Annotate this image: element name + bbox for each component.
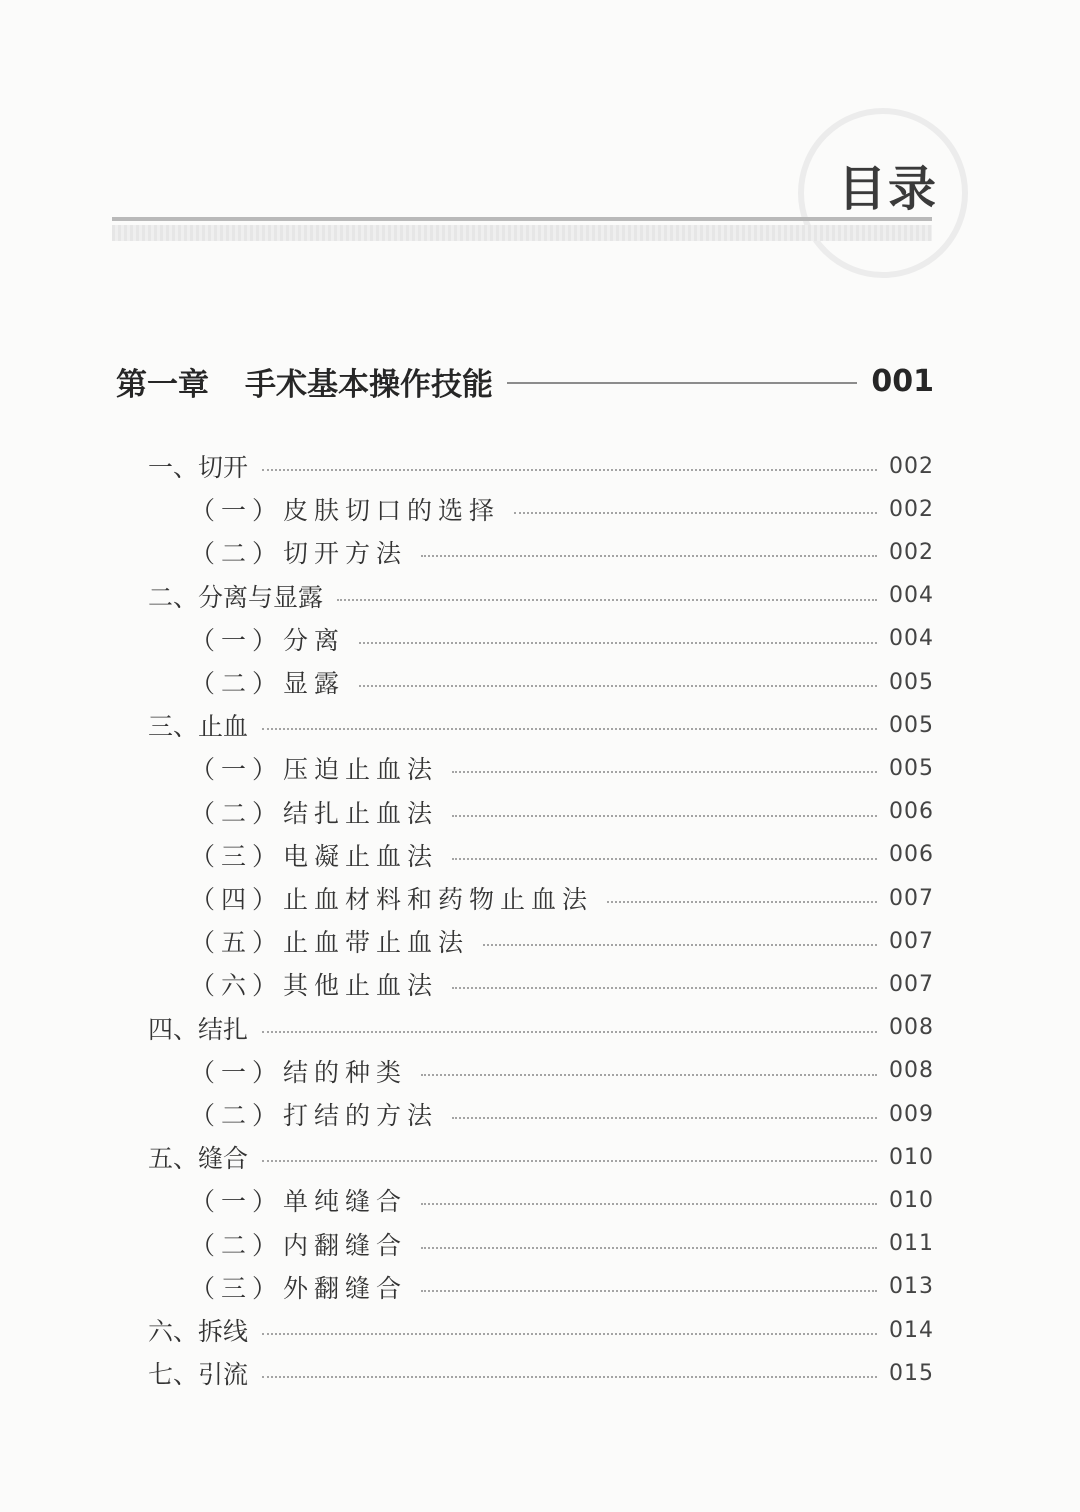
- toc-section-entry[interactable]: [148, 706, 934, 744]
- toc-dot-leader: [359, 642, 877, 644]
- toc-subsection-entry[interactable]: [190, 965, 934, 1003]
- toc-entry-label: 六、拆线: [148, 1317, 249, 1346]
- toc-entry-page-number: 009: [889, 1101, 934, 1127]
- toc-dot-leader: [359, 685, 877, 687]
- toc-dot-leader: [337, 599, 877, 601]
- toc-entry-page-number: 013: [889, 1274, 934, 1300]
- chapter-name: 手术基本操作技能: [245, 366, 493, 403]
- toc-dot-leader: [483, 944, 877, 946]
- toc-subsection-entry[interactable]: [190, 793, 934, 831]
- toc-section-entry[interactable]: [148, 1138, 934, 1176]
- toc-entry-page-number: 005: [889, 669, 934, 695]
- toc-subsection-entry[interactable]: [190, 1181, 934, 1219]
- toc-entry-label: （一）分离: [190, 625, 346, 655]
- toc-entry-label: （六）其他止血法: [190, 971, 439, 1001]
- toc-subsection-entry[interactable]: [190, 1225, 934, 1263]
- toc-subsection-entry[interactable]: [190, 1095, 934, 1133]
- toc-entry-label: 五、缝合: [148, 1144, 249, 1174]
- toc-subsection-entry[interactable]: [190, 620, 934, 658]
- toc-dot-leader: [262, 728, 877, 730]
- chapter-page-number: 001: [871, 363, 934, 399]
- toc-entry-page-number: 005: [889, 712, 934, 738]
- toc-section-entry[interactable]: [148, 447, 934, 485]
- toc-entry-page-number: 007: [889, 928, 934, 954]
- toc-entry-label: （二）结扎止血法: [190, 798, 439, 828]
- toc-entry-page-number: 008: [889, 1015, 934, 1041]
- toc-section-entry[interactable]: [148, 1009, 934, 1047]
- toc-entry-page-number: 008: [889, 1058, 934, 1084]
- toc-section-entry[interactable]: [148, 1354, 934, 1392]
- toc-subsection-entry[interactable]: [190, 749, 934, 787]
- toc-entry-page-number: 004: [889, 626, 934, 652]
- toc-entry-label: 一、切开: [148, 453, 249, 482]
- toc-subsection-entry[interactable]: [190, 1268, 934, 1306]
- toc-subsection-entry[interactable]: [190, 836, 934, 874]
- toc-entry-page-number: 015: [889, 1360, 934, 1386]
- toc-entry-label: （四）止血材料和药物止血法: [190, 885, 594, 914]
- toc-entry-label: 四、结扎: [148, 1014, 249, 1044]
- toc-entry-label: （一）皮肤切口的选择: [190, 496, 501, 526]
- toc-entry-page-number: 007: [889, 885, 934, 911]
- toc-dot-leader: [262, 1376, 877, 1378]
- toc-dot-leader: [514, 512, 877, 514]
- toc-entry-page-number: 002: [889, 539, 934, 565]
- toc-subsection-entry[interactable]: [190, 1052, 934, 1090]
- toc-entry-page-number: 010: [889, 1144, 934, 1170]
- toc-entry-page-number: 002: [889, 496, 934, 522]
- toc-entry-page-number: 004: [889, 583, 934, 609]
- toc-subsection-entry[interactable]: [190, 533, 934, 571]
- toc-dot-leader: [421, 1247, 877, 1249]
- page-title: 目录: [838, 161, 939, 217]
- toc-entry-label: （二）切开方法: [190, 539, 408, 569]
- toc-entry-label: （一）结的种类: [190, 1057, 408, 1087]
- toc-entry-page-number: 006: [889, 842, 934, 868]
- toc-section-entry[interactable]: [148, 577, 934, 615]
- toc-entry-page-number: 005: [889, 755, 934, 781]
- toc-section-entry[interactable]: [148, 1311, 934, 1349]
- toc-dot-leader: [607, 901, 877, 903]
- toc-dot-leader: [452, 858, 877, 860]
- toc-dot-leader: [421, 555, 877, 557]
- toc-dot-leader: [262, 1333, 877, 1335]
- toc-entry-page-number: 002: [889, 453, 934, 479]
- toc-entry-label: 七、引流: [148, 1360, 249, 1390]
- toc-entry-label: （二）打结的方法: [190, 1101, 439, 1130]
- toc-subsection-entry[interactable]: [190, 490, 934, 528]
- toc-entry-label: （一）压迫止血法: [190, 755, 439, 785]
- toc-entry-label: （一）单纯缝合: [190, 1187, 408, 1217]
- toc-dot-leader: [262, 469, 877, 471]
- toc-entry-page-number: 006: [889, 799, 934, 825]
- toc-entry-label: （三）电凝止血法: [190, 841, 439, 871]
- chapter-number: 第一章: [116, 366, 209, 403]
- toc-dot-leader: [421, 1074, 877, 1076]
- toc-entry-page-number: 014: [889, 1317, 934, 1343]
- toc-entry-page-number: 011: [889, 1231, 934, 1257]
- toc-dot-leader: [421, 1290, 877, 1292]
- toc-dot-leader: [452, 987, 877, 989]
- toc-dot-leader: [262, 1031, 877, 1033]
- toc-entry-label: 二、分离与显露: [148, 582, 324, 612]
- toc-entry-label: （三）外翻缝合: [190, 1273, 408, 1303]
- toc-dot-leader: [421, 1203, 877, 1205]
- toc-entry-label: （二）显露: [190, 669, 346, 698]
- toc-dot-leader: [452, 771, 877, 773]
- toc-entry-label: （二）内翻缝合: [190, 1230, 408, 1260]
- toc-subsection-entry[interactable]: [190, 663, 934, 701]
- toc-subsection-entry[interactable]: [190, 879, 934, 917]
- toc-dot-leader: [452, 815, 877, 817]
- toc-subsection-entry[interactable]: [190, 922, 934, 960]
- toc-entry-label: 三、止血: [148, 712, 249, 742]
- toc-entry-page-number: 010: [889, 1187, 934, 1213]
- toc-entry-label: （五）止血带止血法: [190, 928, 470, 958]
- toc-dot-leader: [452, 1117, 877, 1119]
- toc-entry-page-number: 007: [889, 971, 934, 997]
- toc-dot-leader: [262, 1160, 877, 1162]
